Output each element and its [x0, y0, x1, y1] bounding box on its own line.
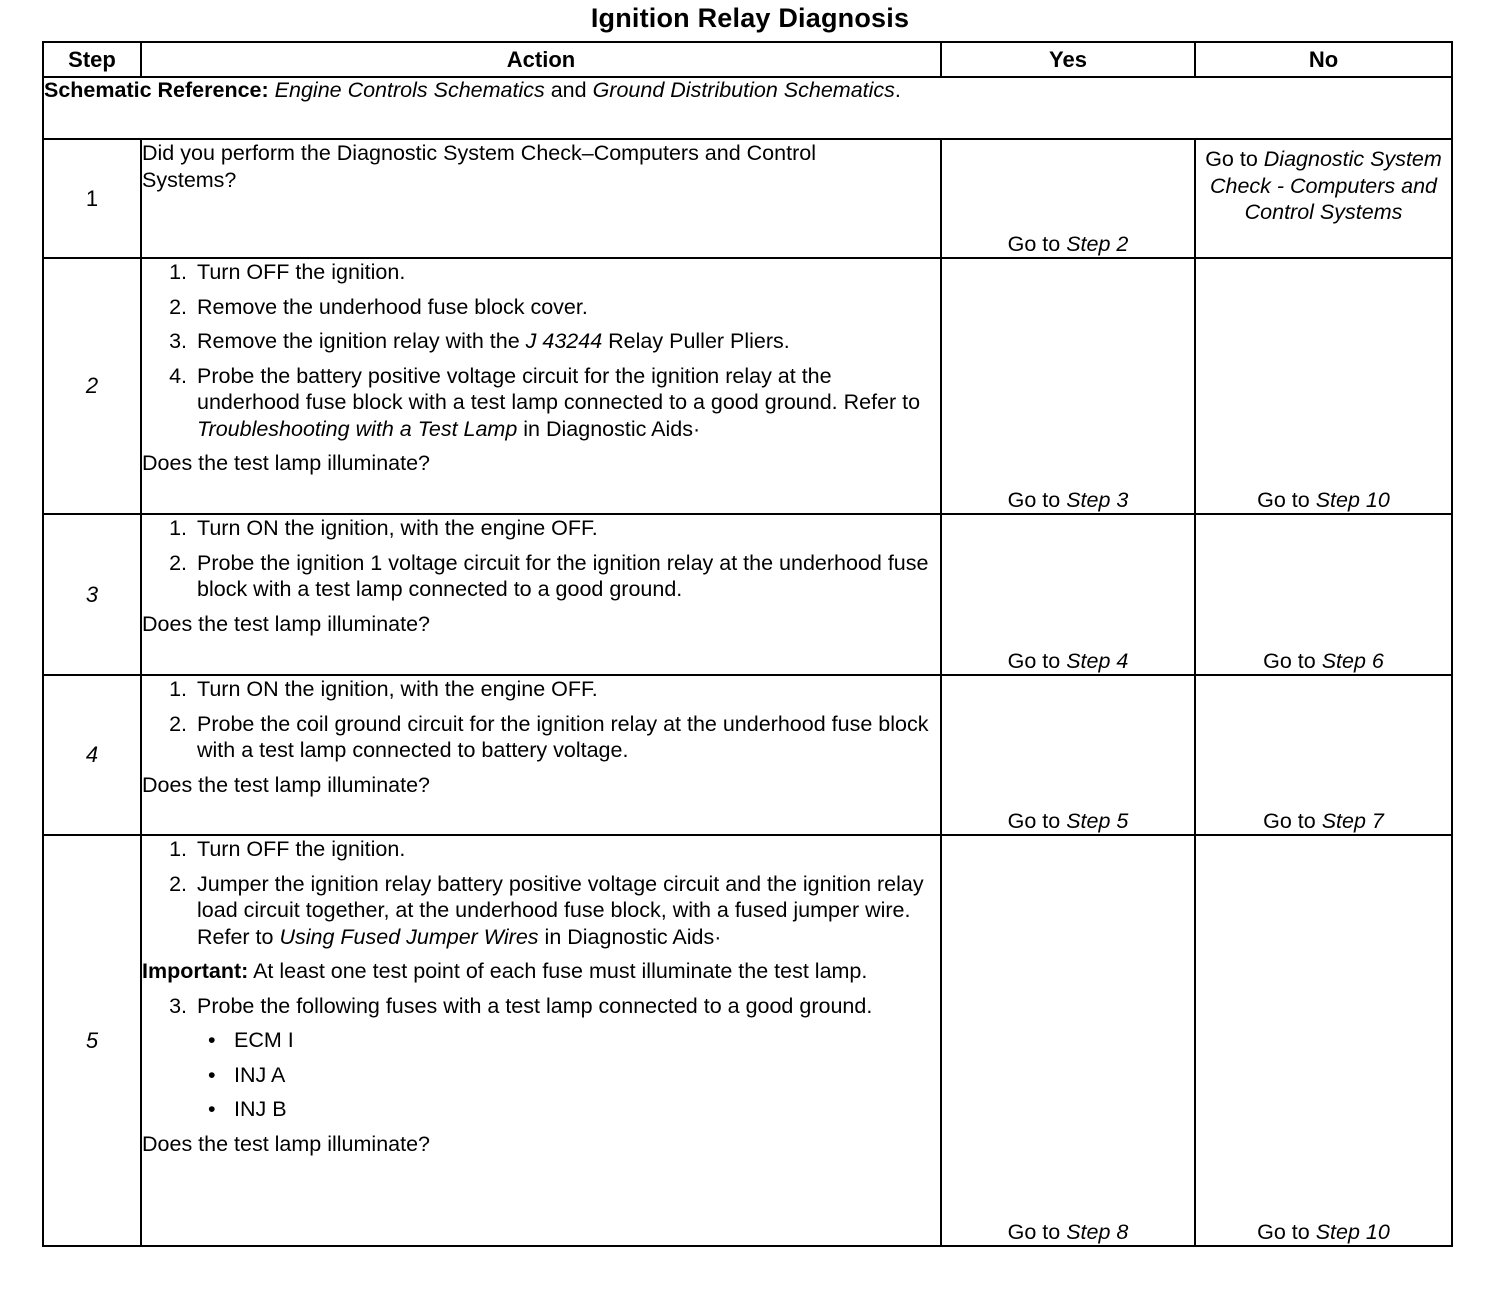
no-link[interactable]: Step 6 — [1321, 648, 1384, 673]
yes-prefix: Go to — [1007, 231, 1061, 256]
no-prefix: Go to — [1257, 1219, 1310, 1244]
header-no: No — [1195, 42, 1452, 77]
table-row — [43, 835, 1452, 1246]
item-text-post: Relay Puller Pliers. — [608, 329, 790, 353]
list-item — [142, 294, 940, 321]
important-note — [142, 958, 940, 985]
yes-link[interactable]: Step 3 — [1066, 487, 1129, 512]
schematic-reference-row — [43, 77, 1452, 139]
item-text-post: in Diagnostic Aids· — [544, 924, 722, 949]
no-cell — [1195, 514, 1452, 675]
yes-prefix: Go to — [1007, 487, 1061, 512]
list-item — [142, 711, 940, 764]
list-item — [142, 515, 940, 542]
item-text-pre: Probe the battery positive voltage circuit for the ignition relay at the underhood fuse block with a test lamp connected to a good ground. Refer to — [197, 363, 921, 414]
list-item — [142, 550, 940, 603]
item-text: Turn ON the ignition, with the engine OFF. — [197, 677, 598, 701]
important-label: Important: — [142, 959, 249, 983]
yes-prefix: Go to — [1007, 808, 1061, 833]
item-text-pre: Remove the ignition relay with the — [197, 329, 520, 353]
question: Did you perform the Diagnostic System Check–Computers and Control Systems? — [142, 141, 816, 192]
item-text: Probe the ignition 1 voltage circuit for the ignition relay at the underhood fuse block with a test lamp connected to a good ground. — [197, 550, 929, 601]
yes-prefix: Go to — [1007, 648, 1061, 673]
question: Does the test lamp illuminate? — [142, 451, 431, 475]
list-item — [142, 993, 940, 1020]
step-number: 4 — [43, 675, 141, 835]
schematic-reference — [43, 77, 1452, 139]
yes-cell — [941, 514, 1195, 675]
question: Does the test lamp illuminate? — [142, 772, 431, 797]
diagnosis-table — [42, 41, 1453, 1247]
list-item — [142, 836, 940, 863]
item-number: 2. — [169, 871, 187, 896]
item-number: 1. — [169, 516, 187, 540]
item-text: Probe the coil ground circuit for the ignition relay at the underhood fuse block with a test lamp connected to battery voltage. — [197, 711, 929, 762]
bullet-dot-icon: • — [208, 1097, 216, 1121]
no-prefix: Go to — [1205, 147, 1258, 171]
yes-link[interactable]: Step 2 — [1066, 231, 1129, 256]
schematic-reference-and: and — [550, 78, 587, 102]
no-prefix: Go to — [1263, 808, 1316, 833]
action-cell — [141, 139, 941, 258]
tool-reference: J 43244 — [525, 329, 603, 353]
item-number: 2. — [169, 294, 187, 319]
yes-link[interactable]: Step 8 — [1066, 1219, 1129, 1244]
no-cell — [1195, 835, 1452, 1246]
step-number: 1 — [43, 139, 141, 258]
bullet-item — [208, 1027, 940, 1054]
item-number: 3. — [169, 993, 187, 1018]
no-cell — [1195, 139, 1452, 258]
yes-cell — [941, 675, 1195, 835]
action-cell — [141, 258, 941, 514]
table-row — [43, 258, 1452, 514]
no-prefix: Go to — [1263, 648, 1316, 673]
header-row — [43, 42, 1452, 77]
schematic-reference-end: . — [894, 78, 901, 102]
yes-prefix: Go to — [1007, 1219, 1061, 1244]
yes-link[interactable]: Step 5 — [1066, 808, 1129, 833]
item-number: 1. — [169, 677, 187, 701]
list-item — [142, 676, 940, 703]
schematic-reference-link-1[interactable]: Engine Controls Schematics — [274, 78, 545, 102]
bullet-text: ECM I — [234, 1028, 294, 1052]
no-link[interactable]: Step 10 — [1315, 1219, 1390, 1244]
bullet-dot-icon: • — [208, 1062, 216, 1087]
question: Does the test lamp illuminate? — [142, 1131, 431, 1156]
item-text — [197, 871, 940, 951]
item-text: Remove the underhood fuse block cover. — [197, 294, 588, 319]
schematic-reference-link-2[interactable]: Ground Distribution Schematics — [592, 78, 895, 102]
header-yes: Yes — [941, 42, 1195, 77]
item-text: Turn OFF the ignition. — [197, 837, 406, 861]
page-title: Ignition Relay Diagnosis — [590, 3, 910, 33]
header-action: Action — [141, 42, 941, 77]
no-prefix: Go to — [1257, 487, 1310, 512]
item-text-post: in Diagnostic Aids· — [523, 416, 701, 441]
no-link[interactable]: Step 10 — [1315, 487, 1390, 512]
yes-cell — [941, 139, 1195, 258]
question: Does the test lamp illuminate? — [142, 611, 431, 636]
no-link[interactable]: Step 7 — [1321, 808, 1384, 833]
list-item — [142, 259, 940, 286]
table-row — [43, 139, 1452, 258]
doc-link[interactable]: Using Fused Jumper Wires — [279, 924, 539, 949]
item-number: 4. — [169, 363, 187, 388]
header-step: Step — [43, 42, 141, 77]
doc-link[interactable]: Troubleshooting with a Test Lamp — [197, 416, 518, 441]
item-number: 3. — [169, 329, 187, 353]
list-item — [142, 328, 940, 355]
bullet-item — [208, 1062, 940, 1089]
important-text: At least one test point of each fuse must illuminate the test lamp. — [253, 959, 868, 983]
list-item — [142, 363, 940, 443]
schematic-reference-label: Schematic Reference: — [44, 78, 269, 102]
action-cell — [141, 835, 941, 1246]
item-text — [197, 328, 940, 355]
step-number: 2 — [43, 258, 141, 514]
action-cell — [141, 514, 941, 675]
no-cell — [1195, 258, 1452, 514]
item-text: Probe the following fuses with a test lamp connected to a good ground. — [197, 993, 873, 1018]
bullet-text: INJ B — [234, 1097, 287, 1121]
item-text-pre: Jumper the ignition relay battery positive voltage circuit and the ignition relay load circuit together, at the underhood fuse block, with a fused jumper wire. Refer to — [197, 871, 924, 949]
step-number: 3 — [43, 514, 141, 675]
item-text: Turn OFF the ignition. — [197, 260, 406, 284]
no-link[interactable]: Diagnostic System Check - Computers and Control Systems — [1209, 147, 1442, 224]
list-item — [142, 871, 940, 951]
yes-link[interactable]: Step 4 — [1066, 648, 1129, 673]
table-row — [43, 675, 1452, 835]
action-cell — [141, 675, 941, 835]
bullet-text: INJ A — [234, 1062, 286, 1087]
item-text: Turn ON the ignition, with the engine OFF. — [197, 516, 598, 540]
item-number: 1. — [169, 837, 187, 861]
no-cell — [1195, 675, 1452, 835]
table-row — [43, 514, 1452, 675]
bullet-item — [208, 1096, 940, 1123]
item-number: 2. — [169, 550, 187, 575]
bullet-dot-icon: • — [208, 1028, 216, 1052]
item-number: 1. — [169, 260, 187, 284]
yes-cell — [941, 258, 1195, 514]
item-number: 2. — [169, 711, 187, 736]
item-text — [197, 363, 940, 443]
yes-cell — [941, 835, 1195, 1246]
step-number: 5 — [43, 835, 141, 1246]
